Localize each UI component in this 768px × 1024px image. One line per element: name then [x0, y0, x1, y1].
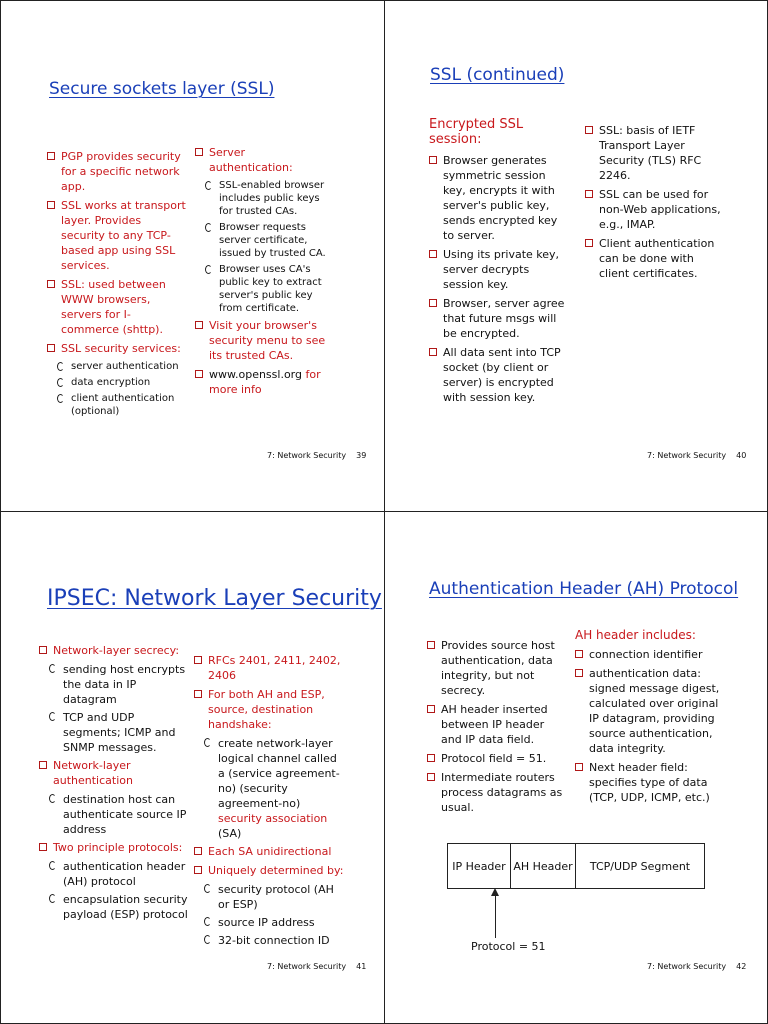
- circle-bullet-icon: [49, 664, 56, 673]
- slide-40-right-column: [585, 123, 725, 285]
- sub-list-item: Browser requests server certificate, issued by trusted CA.: [205, 221, 327, 260]
- circle-bullet-icon: [57, 378, 64, 387]
- list-item: Browser generates symmetric session key, encrypts it with server's public key, sends encrypted key to server.: [429, 153, 569, 243]
- square-bullet-icon: [39, 761, 47, 769]
- slide-title: Authentication Header (AH) Protocol: [429, 579, 739, 599]
- page-number: 42: [736, 962, 747, 971]
- square-bullet-icon: [194, 866, 202, 874]
- list-item: SSL: used between WWW browsers, servers for I-commerce (shttp).: [47, 277, 187, 337]
- sub-list-item: destination host can authenticate source IP address: [49, 792, 191, 837]
- list-item: Uniquely determined by:: [194, 863, 344, 878]
- list-item: Two principle protocols:: [39, 840, 191, 855]
- sub-list-item: Browser uses CA's public key to extract server's public key from certificate.: [205, 263, 327, 315]
- slide-42-right-column: [575, 628, 727, 809]
- circle-bullet-icon: [49, 794, 56, 803]
- circle-bullet-icon: [57, 394, 64, 403]
- circle-bullet-icon: [49, 894, 56, 903]
- slide-title: Secure sockets layer (SSL): [49, 79, 275, 99]
- ip-header-cell: IP Header: [448, 844, 511, 888]
- square-bullet-icon: [39, 843, 47, 851]
- sub-list-item: TCP and UDP segments; ICMP and SNMP messages.: [49, 710, 191, 755]
- list-item: PGP provides security for a specific network app.: [47, 149, 187, 194]
- slide-42: [384, 511, 768, 1024]
- list-item: Each SA unidirectional: [194, 844, 344, 859]
- square-bullet-icon: [47, 152, 55, 160]
- list-item: SSL security services:: [47, 341, 187, 356]
- list-item: SSL works at transport layer. Provides security to any TCP-based app using SSL services.: [47, 198, 187, 273]
- slide-footer: 7: Network Security 40: [647, 451, 747, 460]
- square-bullet-icon: [195, 370, 203, 378]
- list-item: authentication data: signed message digest, calculated over original IP datagram, providing source authentication, data integrity.: [575, 666, 727, 756]
- square-bullet-icon: [575, 650, 583, 658]
- circle-bullet-icon: [204, 884, 211, 893]
- square-bullet-icon: [47, 344, 55, 352]
- slide-40-left-column: [429, 117, 569, 409]
- slide-41-right-column: [194, 653, 344, 951]
- circle-bullet-icon: [205, 265, 212, 274]
- square-bullet-icon: [585, 126, 593, 134]
- sub-list-item: data encryption: [57, 376, 187, 389]
- square-bullet-icon: [194, 690, 202, 698]
- circle-bullet-icon: [204, 738, 211, 747]
- slide-42-left-column: [427, 638, 565, 819]
- square-bullet-icon: [47, 201, 55, 209]
- circle-bullet-icon: [205, 181, 212, 190]
- page-number: 41: [356, 962, 367, 971]
- section-heading: AH header includes:: [575, 628, 696, 642]
- square-bullet-icon: [429, 250, 437, 258]
- list-item: Protocol field = 51.: [427, 751, 565, 766]
- circle-bullet-icon: [49, 861, 56, 870]
- slide-title: IPSEC: Network Layer Security: [47, 586, 382, 611]
- square-bullet-icon: [194, 656, 202, 664]
- list-item: AH header inserted between IP header and IP data field.: [427, 702, 565, 747]
- ah-header-cell: AH Header: [511, 844, 576, 888]
- list-item: SSL: basis of IETF Transport Layer Security (TLS) RFC 2246.: [585, 123, 725, 183]
- protocol-label: Protocol = 51: [471, 940, 546, 953]
- list-item: All data sent into TCP socket (by client or server) is encrypted with session key.: [429, 345, 569, 405]
- list-item: www.openssl.org for more info: [195, 367, 327, 397]
- slide-footer: 7: Network Security 41: [267, 962, 367, 971]
- square-bullet-icon: [429, 156, 437, 164]
- square-bullet-icon: [575, 669, 583, 677]
- square-bullet-icon: [195, 148, 203, 156]
- list-item: Intermediate routers process datagrams as usual.: [427, 770, 565, 815]
- ah-packet-diagram: [447, 843, 705, 889]
- square-bullet-icon: [585, 239, 593, 247]
- square-bullet-icon: [427, 773, 435, 781]
- sub-list-item: security protocol (AH or ESP): [204, 882, 344, 912]
- sub-list-item: authentication header (AH) protocol: [49, 859, 191, 889]
- list-item: Network-layer authentication: [39, 758, 191, 788]
- slide-title: SSL (continued): [430, 65, 565, 85]
- list-item: Provides source host authentication, data integrity, but not secrecy.: [427, 638, 565, 698]
- slide-39-left-column: [47, 149, 187, 421]
- slide-footer: 7: Network Security 42: [647, 962, 747, 971]
- square-bullet-icon: [427, 705, 435, 713]
- square-bullet-icon: [429, 299, 437, 307]
- list-item: SSL can be used for non-Web applications, e.g., IMAP.: [585, 187, 725, 232]
- page-number: 40: [736, 451, 747, 460]
- circle-bullet-icon: [57, 362, 64, 371]
- list-item: Next header field: specifies type of data (TCP, UDP, ICMP, etc.): [575, 760, 727, 805]
- slide-41-left-column: [39, 643, 191, 925]
- list-item: RFCs 2401, 2411, 2402, 2406: [194, 653, 344, 683]
- sub-list-item: encapsulation security payload (ESP) protocol: [49, 892, 191, 922]
- list-item: Visit your browser's security menu to see its trusted CAs.: [195, 318, 327, 363]
- list-item: Client authentication can be done with client certificates.: [585, 236, 725, 281]
- sub-list-item: sending host encrypts the data in IP datagram: [49, 662, 191, 707]
- slide-39-right-column: [195, 145, 327, 401]
- square-bullet-icon: [39, 646, 47, 654]
- page-number: 39: [356, 451, 367, 460]
- list-item: For both AH and ESP, source, destination handshake:: [194, 687, 344, 732]
- square-bullet-icon: [195, 321, 203, 329]
- slide-41: [0, 511, 385, 1024]
- circle-bullet-icon: [49, 712, 56, 721]
- square-bullet-icon: [585, 190, 593, 198]
- slide-40: [384, 0, 768, 512]
- section-heading: Encrypted SSL session:: [429, 117, 524, 147]
- square-bullet-icon: [194, 847, 202, 855]
- sub-list-item: SSL-enabled browser includes public keys for trusted CAs.: [205, 179, 327, 218]
- list-item: Using its private key, server decrypts session key.: [429, 247, 569, 292]
- circle-bullet-icon: [205, 223, 212, 232]
- circle-bullet-icon: [204, 917, 211, 926]
- sub-list-item: server authentication: [57, 360, 187, 373]
- openssl-link[interactable]: www.openssl.org: [209, 368, 302, 381]
- slide-39: [0, 0, 385, 512]
- sub-list-item: client authentication (optional): [57, 392, 187, 418]
- list-item: Server authentication:: [195, 145, 327, 175]
- circle-bullet-icon: [204, 935, 211, 944]
- square-bullet-icon: [427, 754, 435, 762]
- sub-list-item: source IP address: [204, 915, 344, 930]
- square-bullet-icon: [575, 763, 583, 771]
- sub-list-item: 32-bit connection ID: [204, 933, 344, 948]
- arrow-line: [495, 890, 496, 938]
- list-item: Browser, server agree that future msgs will be encrypted.: [429, 296, 569, 341]
- square-bullet-icon: [47, 280, 55, 288]
- sub-list-item: create network-layer logical channel called a (service agreement-no) (security agreement-no) security association (SA): [204, 736, 344, 841]
- list-item: connection identifier: [575, 647, 727, 662]
- tcp-udp-segment-cell: TCP/UDP Segment: [589, 859, 691, 873]
- square-bullet-icon: [429, 348, 437, 356]
- square-bullet-icon: [427, 641, 435, 649]
- slide-footer: 7: Network Security 39: [267, 451, 367, 460]
- list-item: Network-layer secrecy:: [39, 643, 191, 658]
